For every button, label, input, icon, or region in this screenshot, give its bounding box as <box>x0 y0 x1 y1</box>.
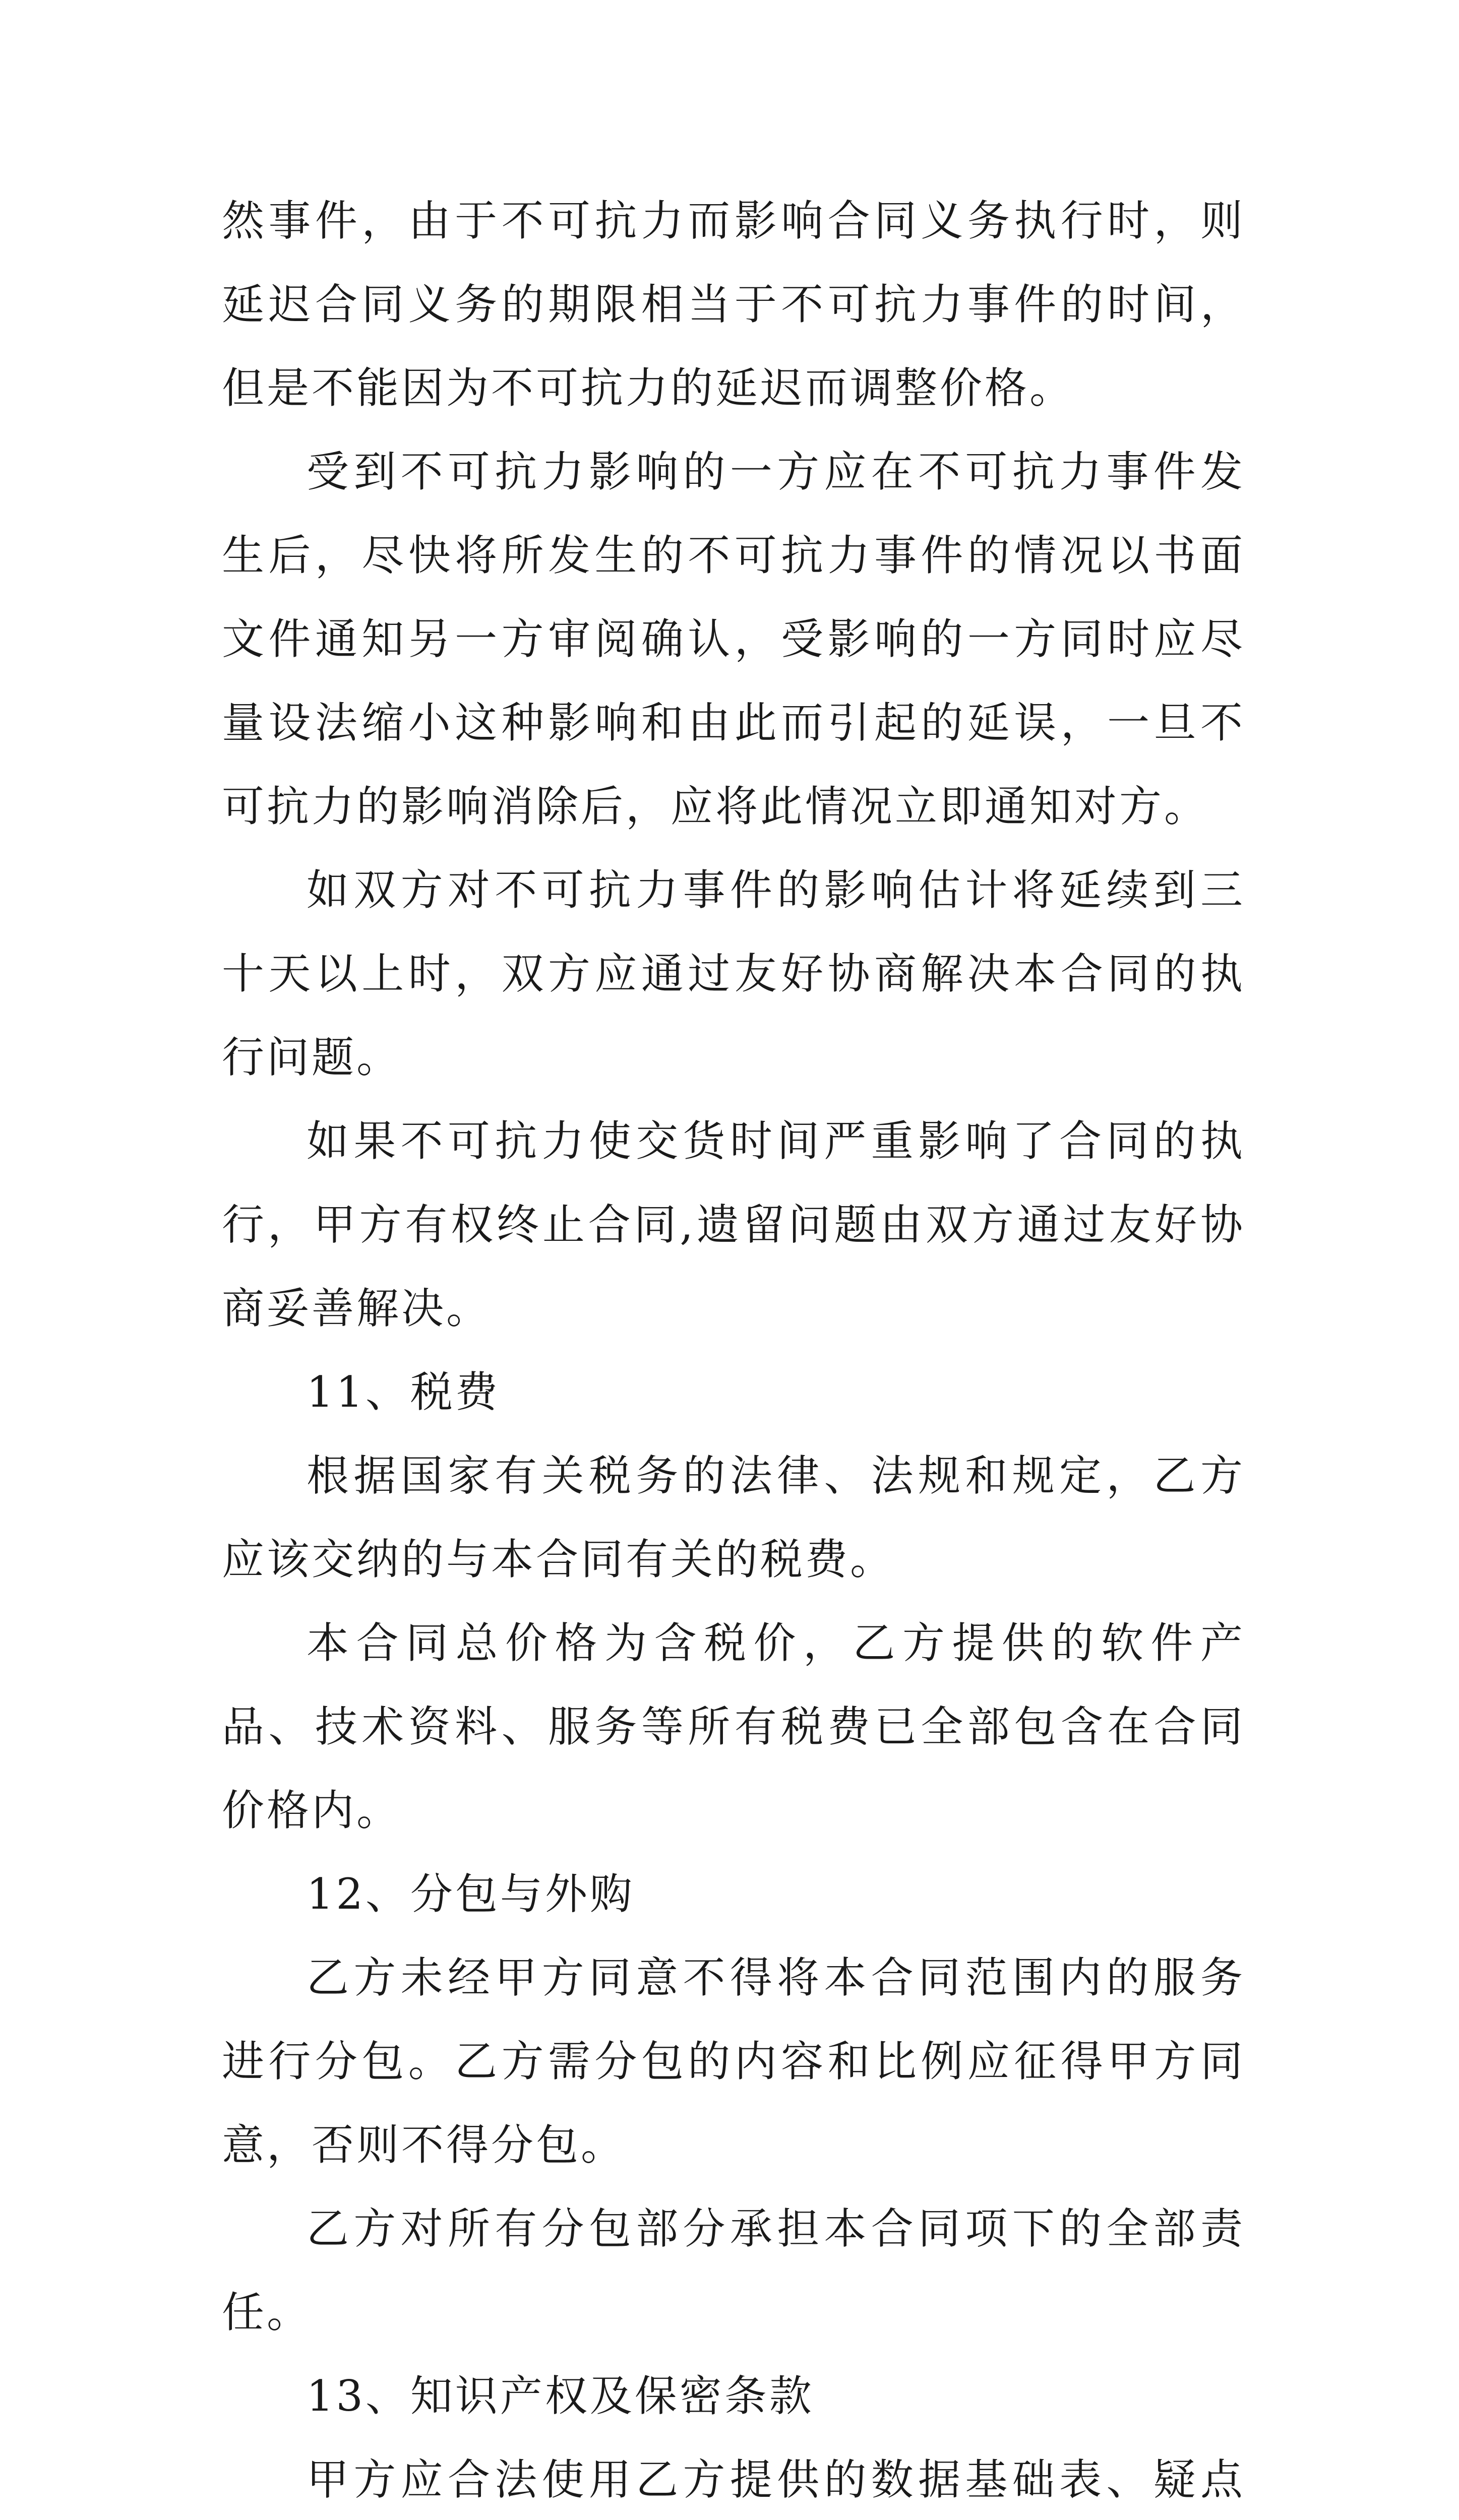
document-body <box>222 179 1245 2520</box>
section-number: 12、 <box>307 1869 410 1919</box>
paragraph-subcontract-liability: 乙方对所有分包部分承担本合同项下的全部责任。 <box>222 2204 1245 2337</box>
section-number: 13、 <box>307 2371 410 2421</box>
paragraph-force-majeure-notice: 受到不可抗力影响的一方应在不可抗力事件发生后，尽快将所发生的不可抗力事件的情况以书面文件通知另一方审阅确认，受影响的一方同时应尽量设法缩小这种影响和由此而引起的延误，一旦不可抗力的影响消除后，应将此情况立即通知对方。 <box>222 447 1245 831</box>
section-title: 分包与外购 <box>410 1869 635 1919</box>
section-heading-11 <box>222 1350 1245 1434</box>
section-title: 税费 <box>410 1367 500 1417</box>
paragraph-force-majeure-thirty-days: 如双方对不可抗力事件的影响估计将延续到三十天以上时，双方应通过友好协商解决本合同的执行问题。 <box>222 865 1245 1082</box>
section-heading-12 <box>222 1852 1245 1936</box>
paragraph-taxes-inclusive: 本合同总价格为含税价，乙方提供的软件产品、技术资料、服务等所有税费已全部包含在合同价格内。 <box>222 1618 1245 1835</box>
paragraph-force-majeure-continuation: 然事件，由于不可抗力而影响合同义务执行时，则延迟合同义务的期限相当于不可抗力事件的时间，但是不能因为不可抗力的延迟而调整价格。 <box>222 196 1245 413</box>
paragraph-taxes-law: 根据国家有关税务的法律、法规和规定，乙方应该交纳的与本合同有关的税费。 <box>222 1451 1245 1584</box>
section-number: 11、 <box>307 1367 410 1417</box>
paragraph-force-majeure-termination: 如果不可抗力使交货时间严重影响了合同的执行，甲方有权终止合同,遗留问题由双方通过友好协商妥善解决。 <box>222 1116 1245 1333</box>
section-heading-13 <box>222 2354 1245 2438</box>
paragraph-ip-usage: 甲方应合法使用乙方提供的数据基础表、疑点 <box>307 2455 1245 2504</box>
paragraph-subcontract-consent: 乙方未经甲方同意不得将本合同范围内的服务进行分包。乙方需分包的内容和比例应征得甲方同意，否则不得分包。 <box>222 1953 1245 2170</box>
section-title: 知识产权及保密条款 <box>410 2371 814 2421</box>
